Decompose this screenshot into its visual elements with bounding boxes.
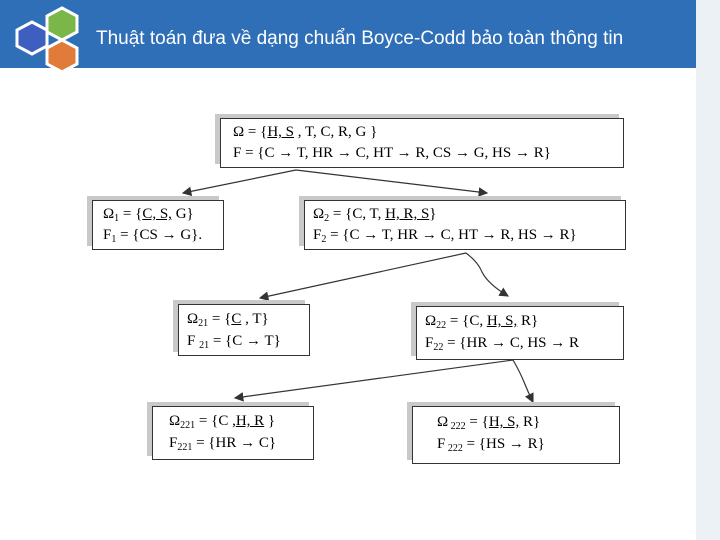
right-edge-bar bbox=[696, 0, 720, 540]
omega-symbol: Ω bbox=[233, 124, 245, 140]
slide-title: Thuật toán đưa về dạng chuẩn Boyce-Codd bảo toàn thông tin bbox=[96, 28, 624, 49]
node21-omega-line bbox=[187, 311, 269, 329]
other-attributes: , T} bbox=[241, 311, 269, 327]
node222-omega-line bbox=[437, 414, 540, 432]
key-attributes: C bbox=[231, 311, 242, 327]
key-attributes: H, R bbox=[235, 413, 265, 429]
f-symbol: F bbox=[313, 227, 322, 243]
other-attributes: R} bbox=[517, 313, 539, 329]
omega-symbol: Ω bbox=[103, 206, 115, 222]
omega-symbol: Ω bbox=[425, 313, 437, 329]
subscript: 22 bbox=[433, 342, 444, 353]
omega-symbol: Ω bbox=[187, 311, 199, 327]
subscript: 222 bbox=[445, 443, 463, 454]
subscript: 222 bbox=[448, 421, 466, 432]
omega-eq: = {C, bbox=[446, 313, 487, 329]
dependency-set: = {HR → C} bbox=[192, 435, 277, 451]
key-attributes: C, S, bbox=[142, 206, 172, 222]
node22-f-line bbox=[425, 335, 579, 353]
node2-omega-line bbox=[313, 206, 437, 224]
dependency-set: = {C → T, HR → C, HT → R, CS → G, HS → R} bbox=[241, 145, 551, 161]
dependency-set: = {HR → C, HS → R bbox=[443, 335, 580, 351]
node221-f-line bbox=[169, 435, 276, 453]
arrow-node2-to-node22 bbox=[466, 253, 508, 296]
node221-schema-box bbox=[152, 406, 314, 460]
dependency-set: = {C → T} bbox=[209, 333, 281, 349]
f-symbol: F bbox=[233, 145, 242, 161]
f-symbol: F bbox=[437, 436, 446, 452]
subscript: 22 bbox=[436, 320, 447, 331]
f-symbol: F bbox=[103, 227, 112, 243]
key-attributes: H, S, bbox=[486, 313, 518, 329]
key-attributes: H, S bbox=[267, 124, 295, 140]
omega-symbol: Ω bbox=[169, 413, 181, 429]
omega-eq: = { bbox=[208, 311, 232, 327]
omega-eq: = {C, T, bbox=[329, 206, 386, 222]
node222-schema-box bbox=[412, 406, 620, 464]
f-symbol: F bbox=[169, 435, 178, 451]
subscript: 221 bbox=[180, 420, 196, 431]
root-f-line bbox=[233, 145, 551, 162]
omega-eq: = {C , bbox=[195, 413, 236, 429]
key-attributes: H, S, bbox=[488, 414, 520, 430]
dependency-set: = {HS → R} bbox=[462, 436, 545, 452]
node1-omega-line bbox=[103, 206, 194, 224]
arrow-root-to-node2 bbox=[296, 170, 487, 193]
f-symbol: F bbox=[187, 333, 200, 349]
dependency-set: = {C → T, HR → C, HT → R, HS → R} bbox=[326, 227, 577, 243]
subscript: 2 bbox=[321, 234, 327, 245]
subscript: 2 bbox=[324, 213, 330, 224]
root-schema-box bbox=[220, 118, 624, 168]
other-attributes: , T, C, R, G } bbox=[294, 124, 378, 140]
node2-f-line bbox=[313, 227, 577, 245]
subscript: 21 bbox=[198, 318, 209, 329]
root-omega-line bbox=[233, 124, 377, 141]
other-attributes: G} bbox=[171, 206, 194, 222]
node1-schema-box bbox=[92, 200, 224, 250]
other-attributes: } bbox=[264, 413, 276, 429]
node22-schema-box bbox=[416, 306, 624, 360]
omega-eq: = { bbox=[119, 206, 143, 222]
key-attributes: H, R, S bbox=[385, 206, 430, 222]
f-symbol: F bbox=[425, 335, 434, 351]
node2-schema-box bbox=[304, 200, 626, 250]
other-attributes: } bbox=[429, 206, 437, 222]
node1-f-line bbox=[103, 227, 202, 245]
arrow-root-to-node1 bbox=[183, 170, 296, 193]
omega-symbol: Ω bbox=[437, 414, 449, 430]
subscript: 1 bbox=[114, 213, 120, 224]
subscript: 21 bbox=[199, 340, 210, 351]
other-attributes: R} bbox=[519, 414, 541, 430]
node21-f-line bbox=[187, 333, 281, 351]
subscript: 221 bbox=[177, 442, 193, 453]
node22-omega-line bbox=[425, 313, 538, 331]
omega-symbol: Ω bbox=[313, 206, 325, 222]
arrow-node2-to-node21 bbox=[260, 253, 466, 298]
arrow-node22-to-node222 bbox=[513, 360, 533, 402]
node221-omega-line bbox=[169, 413, 275, 431]
node222-f-line bbox=[437, 436, 545, 454]
arrow-node22-to-node221 bbox=[235, 360, 513, 398]
subscript: 1 bbox=[111, 234, 117, 245]
dependency-set: = {CS → G}. bbox=[116, 227, 203, 243]
node21-schema-box bbox=[178, 304, 310, 356]
omega-eq: = { bbox=[244, 124, 268, 140]
omega-eq: = { bbox=[465, 414, 489, 430]
